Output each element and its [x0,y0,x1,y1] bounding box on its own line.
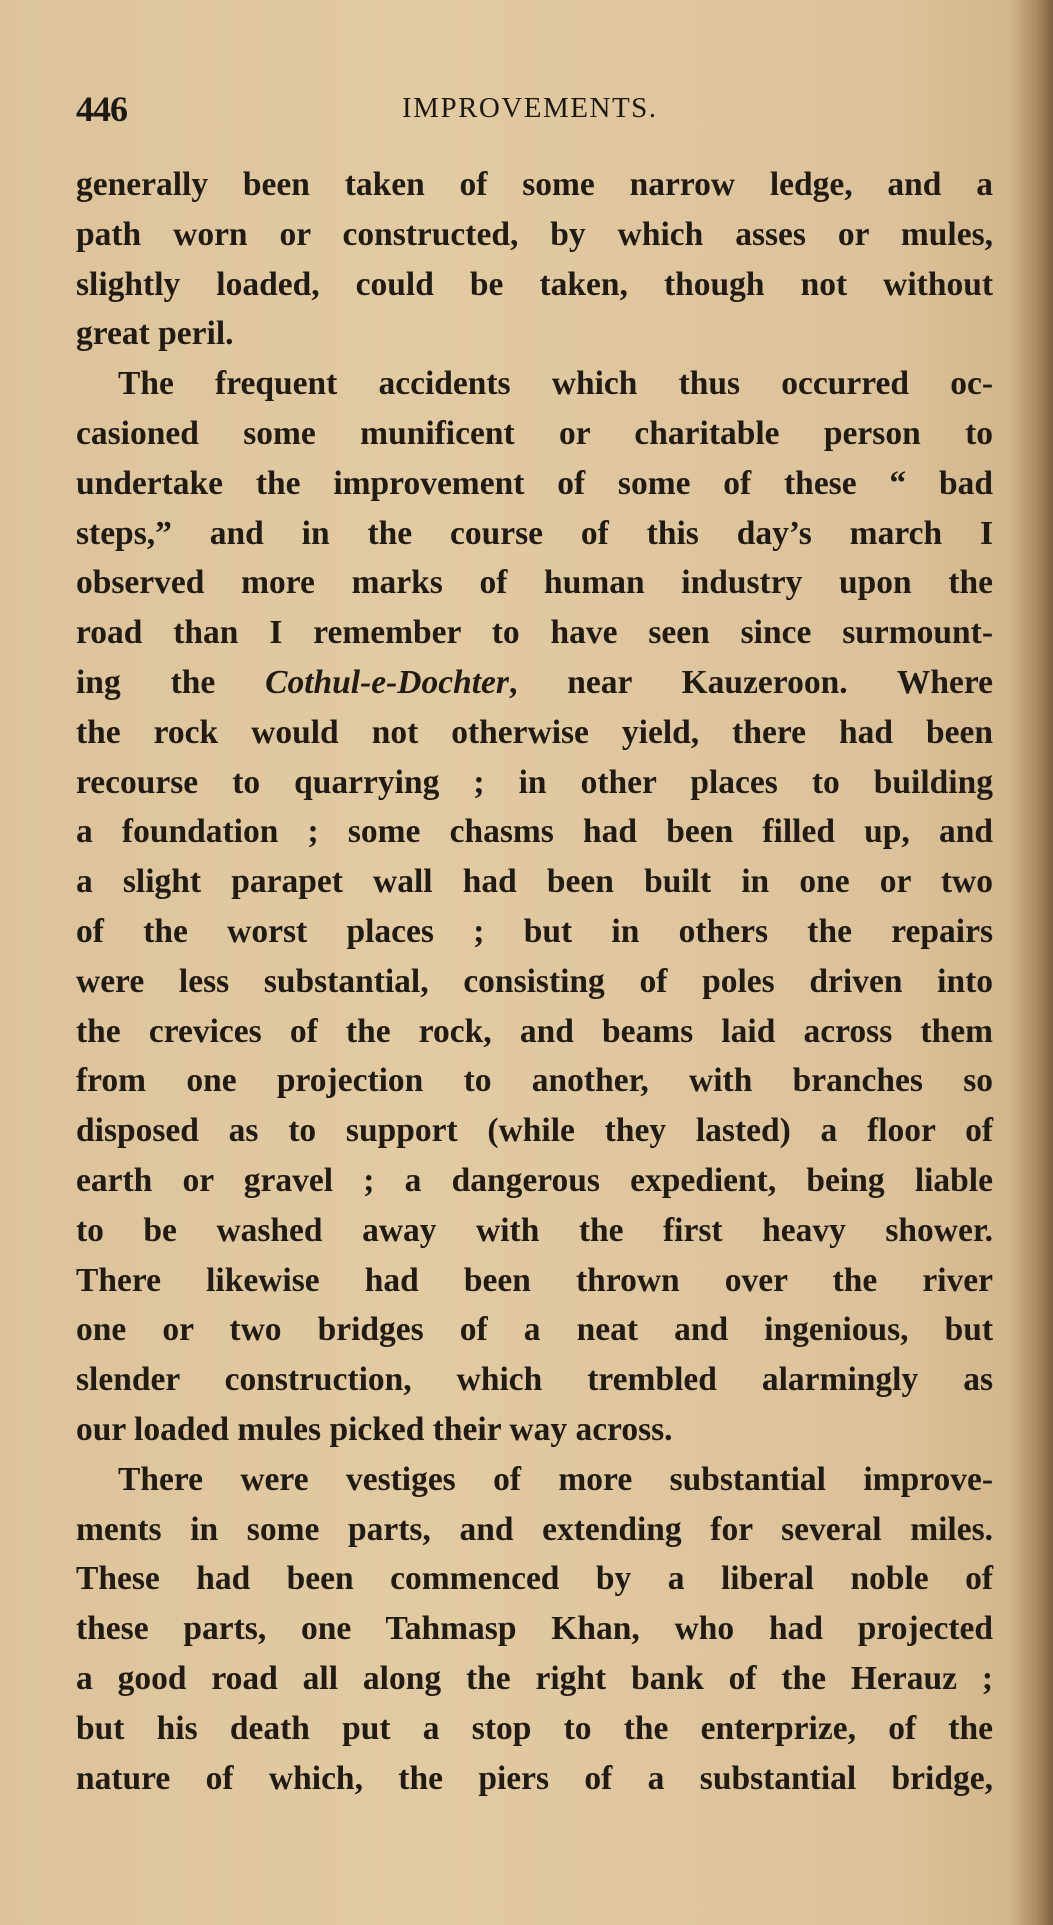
text-line: earth or gravel ; a dangerous expedient, being liable [76,1161,993,1199]
text-line: path worn or constructed, by which asses or mules, [76,215,993,253]
italic-place-name: Cothul-e-Dochter [265,663,509,701]
text-line: the crevices of the rock, and beams laid across them [76,1012,993,1050]
text-line: road than I remember to have seen since surmount- [76,614,993,652]
text-line: a foundation ; some chasms had been filled up, and [76,813,993,851]
text-line: generally been taken of some narrow ledge, and a [76,166,993,203]
text-line: our loaded mules picked their way across. [76,1410,673,1448]
text-line: ments in some parts, and extending for several miles. [76,1510,993,1548]
body-text [76,160,993,1803]
text-line: casioned some munificent or charitable person to [76,414,993,452]
text-line: a good road all along the right bank of the Herauz ; [76,1659,993,1697]
text-line: There likewise had been thrown over the river [76,1261,993,1299]
running-head: IMPROVEMENTS. [402,92,658,124]
text-line: These had been commenced by a liberal noble of [76,1560,993,1598]
text-line: disposed as to support (while they lasted) a floor of [76,1112,993,1150]
text-line: but his death put a stop to the enterprize, of the [76,1709,993,1747]
text-line: from one projection to another, with branches so [76,1062,993,1100]
text-line: of the worst places ; but in others the repairs [76,912,993,950]
text-line: recourse to quarrying ; in other places to building [76,763,993,801]
text-line: There were vestiges of more substantial improve- [118,1460,993,1498]
text-line: the rock would not otherwise yield, there had been [76,713,993,751]
page-header [76,88,996,132]
text-line: were less substantial, consisting of poles driven into [76,962,993,1000]
paragraph [76,160,993,359]
page-number: 446 [76,89,127,129]
text-line: slender construction, which trembled alarmingly as [76,1361,993,1399]
text-line: observed more marks of human industry upon the [76,564,993,602]
text-line: a slight parapet wall had been built in one or two [76,863,993,901]
text-line: The frequent accidents which thus occurred oc- [118,365,993,403]
text-line: great peril. [76,315,234,353]
text-line: ing the Cothul-e-Dochter, near Kauzeroon. Where [76,663,993,701]
text-line: these parts, one Tahmasp Khan, who had projected [76,1610,993,1648]
text-line: steps,” and in the course of this day’s march I [76,514,993,552]
text-line: one or two bridges of a neat and ingenious, but [76,1311,993,1349]
text-line: nature of which, the piers of a substantial bridge, [76,1759,993,1797]
text-line: to be washed away with the first heavy shower. [76,1211,993,1249]
text-line: undertake the improvement of some of these “ bad [76,464,993,502]
paragraph [76,359,993,1455]
paragraph [76,1455,993,1804]
text-line: slightly loaded, could be taken, though not without [76,265,993,303]
